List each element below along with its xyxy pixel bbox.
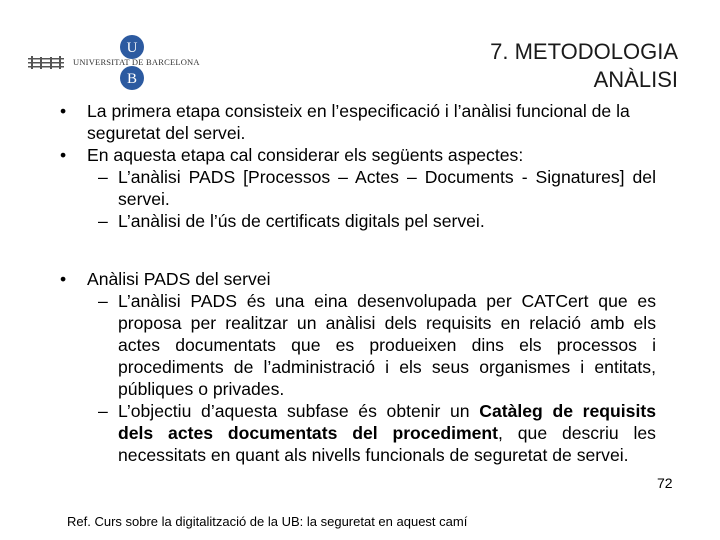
sub-item xyxy=(60,290,656,400)
sub-item-text-before: L’objectiu d’aquesta subfase és obtenir un xyxy=(118,401,480,421)
dash-icon: – xyxy=(98,401,108,421)
dash-icon: – xyxy=(98,291,108,311)
spacer xyxy=(60,232,656,268)
svg-text:B: B xyxy=(126,71,138,87)
university-logo xyxy=(28,34,198,92)
bullet-text: En aquesta etapa cal considerar els següents aspectes: xyxy=(87,145,524,165)
university-name: UNIVERSITAT DE BARCELONA xyxy=(73,57,200,67)
sub-item-text-after: , que descriu les necessitats en quant als nivells funcionals de seguretat de servei. xyxy=(118,423,656,465)
slide-content xyxy=(60,100,656,466)
sub-item xyxy=(60,210,656,232)
bullet-item xyxy=(60,100,656,144)
sub-item-text: L’anàlisi de l’ús de certificats digitals pel servei. xyxy=(118,211,485,231)
sub-item xyxy=(60,400,656,466)
bullet-icon: • xyxy=(60,145,67,165)
sub-item-text: L’anàlisi PADS és una eina desenvolupada per CATCert que es proposa per realitzar un anàlisi dels requisits en relació amb els actes documentats que es produeixen dins els processos i procediments de l’administració i els seus organismes i entitats, públiques o privades. xyxy=(118,291,656,399)
sub-item-text: L’anàlisi PADS [Processos – Actes – Documents - Signatures] del servei. xyxy=(118,167,656,209)
title-line-2: ANÀLISI xyxy=(593,67,678,92)
bullet-item xyxy=(60,268,656,290)
dash-icon: – xyxy=(98,167,108,187)
bullet-icon: • xyxy=(60,101,67,121)
dash-icon: – xyxy=(98,211,108,231)
bullet-text: La primera etapa consisteix en l’especificació i l’anàlisi funcional de la seguretat del servei. xyxy=(87,101,630,143)
sub-item xyxy=(60,166,656,210)
line-art-icon xyxy=(28,56,64,70)
bullet-text: Anàlisi PADS del servei xyxy=(87,269,271,289)
svg-text:U: U xyxy=(126,40,138,56)
title-line-1: 7. METODOLOGIA xyxy=(490,39,678,64)
slide-title xyxy=(490,38,678,94)
bullet-icon: • xyxy=(60,269,67,289)
bullet-item xyxy=(60,144,656,166)
sub-item-text-bold: Catàleg de requisits dels actes documentats del procediment xyxy=(118,401,656,443)
footer-reference: Ref. Curs sobre la digitalització de la UB: la seguretat en aquest camí xyxy=(67,514,468,529)
page-number: 72 xyxy=(657,475,673,491)
